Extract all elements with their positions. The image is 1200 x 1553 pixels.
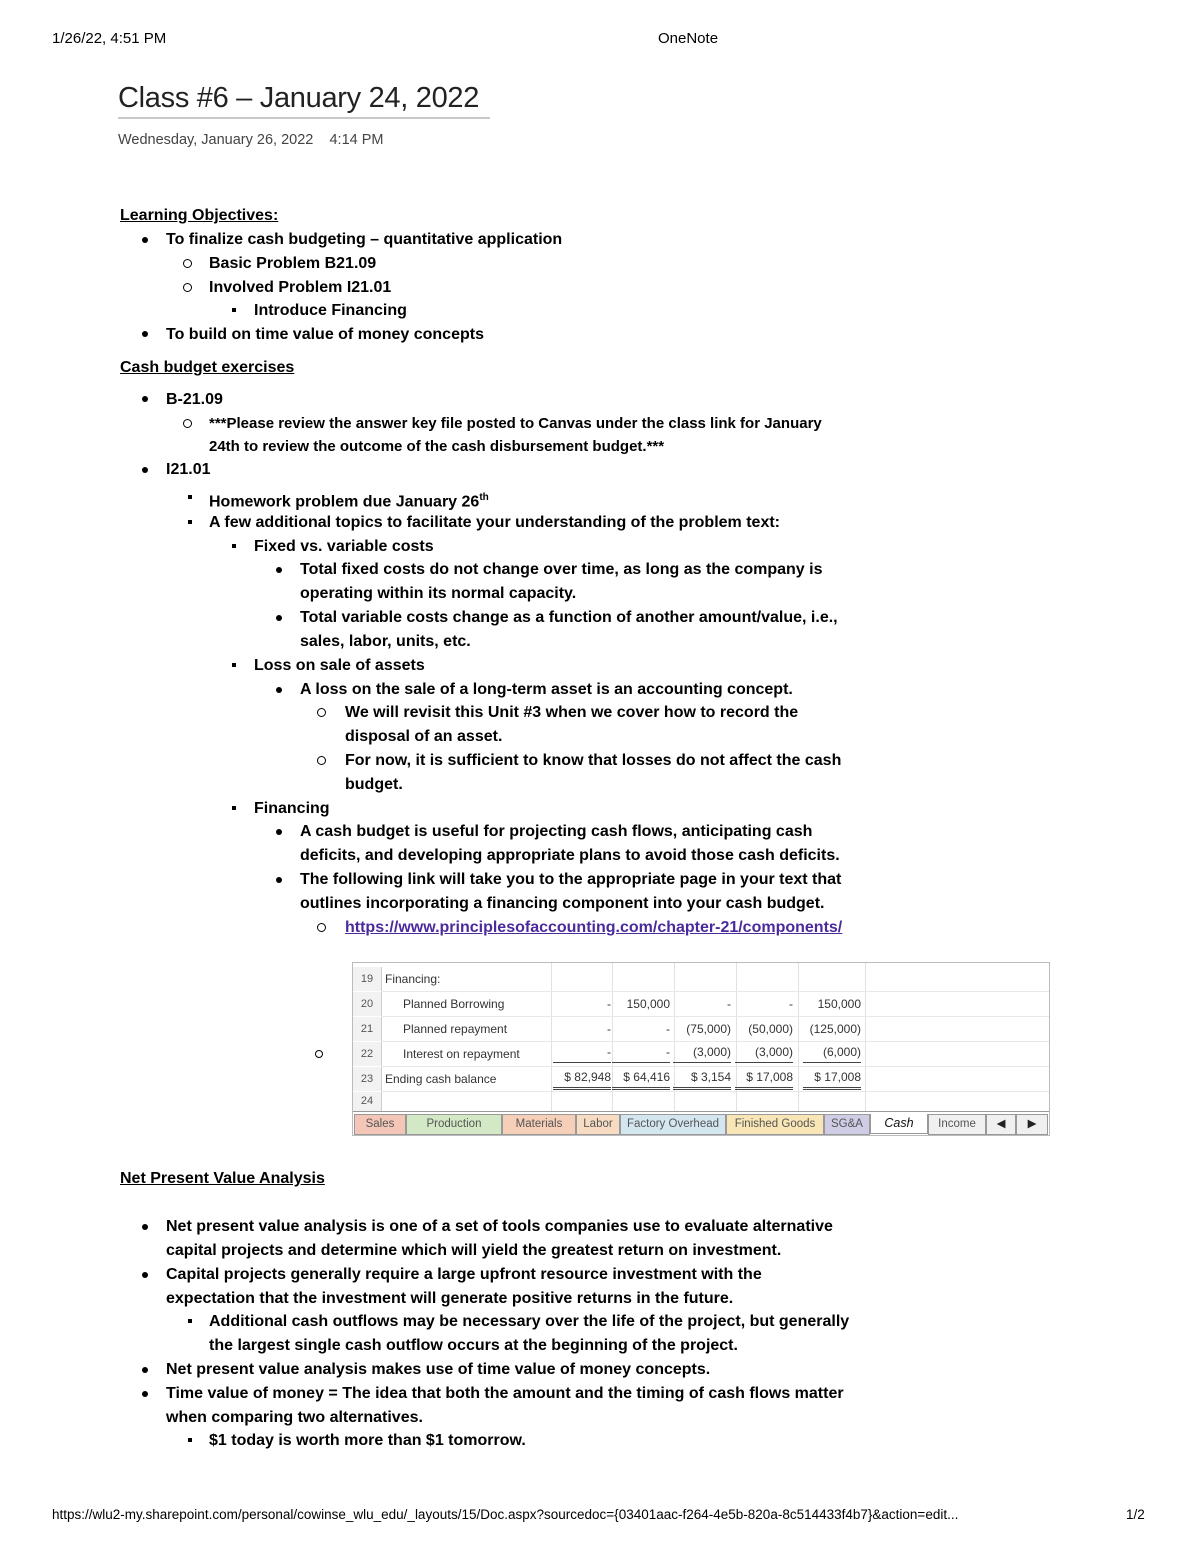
circle-bullet-icon [183, 283, 192, 292]
square-bullet-icon [232, 663, 236, 667]
bullet-icon [142, 1272, 148, 1278]
square-bullet-icon [232, 806, 236, 810]
sheet-cell: 150,000 [817, 997, 861, 1011]
row-label: Planned Borrowing [403, 997, 505, 1011]
learning-objectives-heading: Learning Objectives: [120, 207, 279, 224]
sheet-cell: (3,000) [735, 1042, 793, 1063]
tab-factory-overhead[interactable]: Factory Overhead [620, 1114, 726, 1135]
sheet-cell: - [607, 997, 611, 1011]
page-time: 4:14 PM [329, 132, 384, 148]
circle-bullet-icon [315, 1050, 323, 1058]
sheet-cell: (75,000) [686, 1022, 731, 1036]
sheet-cell: - [612, 1042, 670, 1063]
text-link-line: The following link will take you to the appropriate page in your text that [300, 871, 842, 888]
dollar-line: $1 today is worth more than $1 tomorrow. [209, 1432, 526, 1449]
sheet-cell: $ 17,008 [803, 1067, 861, 1090]
next-sheet-arrow-icon[interactable]: ▶ [1016, 1114, 1048, 1135]
bullet-icon [142, 1391, 148, 1397]
npv-heading: Net Present Value Analysis [120, 1170, 325, 1187]
sheet-row [353, 992, 1049, 1016]
row-number: 24 [353, 1092, 382, 1111]
objective-subsubitem: Introduce Financing [254, 302, 407, 319]
circle-bullet-icon [317, 708, 326, 717]
tab-cash[interactable]: Cash [870, 1114, 928, 1134]
outflow-line-cont: the largest single cash outflow occurs at the beginning of the project. [209, 1337, 738, 1354]
fixed-variable-topic: Fixed vs. variable costs [254, 538, 434, 555]
capital-line-cont: expectation that the investment will generate positive returns in the future. [166, 1290, 734, 1307]
bullet-icon [142, 331, 148, 337]
financing-line: A cash budget is useful for projecting cash flows, anticipating cash [300, 823, 813, 840]
sheet-cell: (125,000) [809, 1022, 861, 1036]
topics-item: A few additional topics to facilitate your understanding of the problem text: [209, 514, 780, 531]
sheet-row [353, 1067, 1049, 1091]
square-bullet-icon [188, 1438, 192, 1442]
page-title[interactable]: Class #6 – January 24, 2022 [118, 82, 490, 119]
row-number: 23 [353, 1067, 382, 1091]
sheet-cell: - [666, 1022, 670, 1036]
square-bullet-icon [232, 544, 236, 548]
row-number: 22 [353, 1042, 382, 1066]
sheet-cell: 150,000 [626, 997, 670, 1011]
square-bullet-icon [188, 1319, 192, 1323]
tvm-line-cont: when comparing two alternatives. [166, 1409, 423, 1426]
prev-sheet-arrow-icon[interactable]: ◀ [986, 1114, 1016, 1135]
answer-key-note-cont: 24th to review the outcome of the cash disbursement budget.*** [209, 438, 665, 455]
bullet-icon [276, 687, 282, 693]
tab-income[interactable]: Income [928, 1114, 986, 1135]
sheet-tabs [353, 1111, 1049, 1136]
row-label: Planned repayment [403, 1022, 508, 1036]
tab-sales[interactable]: Sales [354, 1114, 406, 1135]
row-number: 19 [353, 967, 382, 991]
tvm-line: Time value of money = The idea that both the amount and the timing of cash flows matter [166, 1385, 844, 1402]
sheet-cell: - [789, 997, 793, 1011]
circle-bullet-icon [317, 756, 326, 765]
cash-budget-heading: Cash budget exercises [120, 359, 295, 376]
objective-item: To build on time value of money concepts [166, 326, 484, 343]
footer-page-number: 1/2 [1126, 1507, 1145, 1522]
tab-labor[interactable]: Labor [576, 1114, 620, 1135]
outflow-line: Additional cash outflows may be necessary over the life of the project, but generally [209, 1313, 850, 1330]
sheet-cell: (6,000) [803, 1042, 861, 1063]
sheet-cell: - [727, 997, 731, 1011]
row-label: Interest on repayment [403, 1047, 520, 1061]
page-datetime [118, 132, 383, 148]
bullet-icon [276, 877, 282, 883]
revisit-line: We will revisit this Unit #3 when we cover how to record the [345, 704, 799, 721]
variable-costs-line-cont: sales, labor, units, etc. [300, 633, 471, 650]
sheet-cell: $ 17,008 [735, 1067, 793, 1090]
variable-costs-line: Total variable costs change as a function of another amount/value, i.e., [300, 609, 838, 626]
square-bullet-icon [188, 520, 192, 524]
text-link-line-cont: outlines incorporating a financing component into your cash budget. [300, 895, 825, 912]
objective-item: To finalize cash budgeting – quantitative application [166, 231, 563, 248]
npv-tvm-line: Net present value analysis makes use of time value of money concepts. [166, 1361, 711, 1378]
print-app-name: OneNote [658, 30, 719, 47]
financing-spreadsheet [352, 962, 1050, 1136]
exercise-b2109: B-21.09 [166, 391, 223, 408]
financing-line-cont: deficits, and developing appropriate plans to avoid those cash deficits. [300, 847, 840, 864]
circle-bullet-icon [183, 259, 192, 268]
sheet-cell: (3,000) [673, 1042, 731, 1063]
bullet-icon [142, 237, 148, 243]
fixed-costs-line: Total fixed costs do not change over time, as long as the company is [300, 561, 823, 578]
bullet-icon [276, 615, 282, 621]
answer-key-note: ***Please review the answer key file posted to Canvas under the class link for January [209, 415, 822, 432]
row-label: Ending cash balance [385, 1072, 497, 1086]
sheet-row [353, 1017, 1049, 1041]
sheet-cell: $ 3,154 [673, 1067, 731, 1090]
homework-sup: th [479, 492, 489, 503]
bullet-icon [142, 1367, 148, 1373]
sheet-row [353, 1042, 1049, 1066]
revisit-line-cont: disposal of an asset. [345, 728, 503, 745]
loss-line: A loss on the sale of a long-term asset is an accounting concept. [300, 681, 793, 698]
sheet-cell: (50,000) [748, 1022, 793, 1036]
bullet-icon [142, 396, 148, 402]
square-bullet-icon [232, 308, 236, 312]
npv-line-cont: capital projects and determine which will yield the greatest return on investment. [166, 1242, 782, 1259]
tab-materials[interactable]: Materials [502, 1114, 576, 1135]
homework-text: Homework problem due January 26 [209, 493, 480, 511]
for-now-line-cont: budget. [345, 776, 403, 793]
row-label: Financing: [385, 972, 441, 986]
circle-bullet-icon [183, 419, 192, 428]
bullet-icon [142, 467, 148, 473]
tab-production[interactable]: Production [406, 1114, 502, 1135]
circle-bullet-icon [317, 923, 326, 932]
exercise-i2101: I21.01 [166, 461, 211, 478]
row-number: 21 [353, 1017, 382, 1041]
row-number: 20 [353, 992, 382, 1016]
square-bullet-icon [188, 495, 192, 499]
objective-subitem: Basic Problem B21.09 [209, 255, 377, 272]
page-date: Wednesday, January 26, 2022 [118, 132, 314, 148]
homework-item [209, 486, 489, 513]
fixed-costs-line-cont: operating within its normal capacity. [300, 585, 577, 602]
sheet-row [353, 967, 1049, 991]
loss-topic: Loss on sale of assets [254, 657, 425, 674]
sheet-cell: - [607, 1022, 611, 1036]
chapter-21-link[interactable]: https://www.principlesofaccounting.com/chapter-21/components/ [345, 919, 843, 936]
objective-subitem: Involved Problem I21.01 [209, 279, 392, 296]
for-now-line: For now, it is sufficient to know that losses do not affect the cash [345, 752, 842, 769]
sheet-cell: $ 64,416 [612, 1067, 670, 1090]
bullet-icon [142, 1224, 148, 1230]
sheet-row [353, 1092, 1049, 1111]
tab-sga[interactable]: SG&A [824, 1114, 870, 1135]
sheet-cell: $ 82,948 [553, 1067, 611, 1090]
npv-line: Net present value analysis is one of a set of tools companies use to evaluate alternative [166, 1218, 833, 1235]
bullet-icon [276, 829, 282, 835]
capital-line: Capital projects generally require a large upfront resource investment with the [166, 1266, 762, 1283]
tab-finished-goods[interactable]: Finished Goods [726, 1114, 824, 1135]
sheet-cell: - [553, 1042, 611, 1063]
footer-url: https://wlu2-my.sharepoint.com/personal/cowinse_wlu_edu/_layouts/15/Doc.aspx?sourcedoc={03401aac-f264-4e5b-820a-8c514433f4b7}&action=edit... [52, 1507, 959, 1522]
financing-topic: Financing [254, 800, 330, 817]
print-timestamp: 1/26/22, 4:51 PM [52, 30, 167, 47]
bullet-icon [276, 567, 282, 573]
